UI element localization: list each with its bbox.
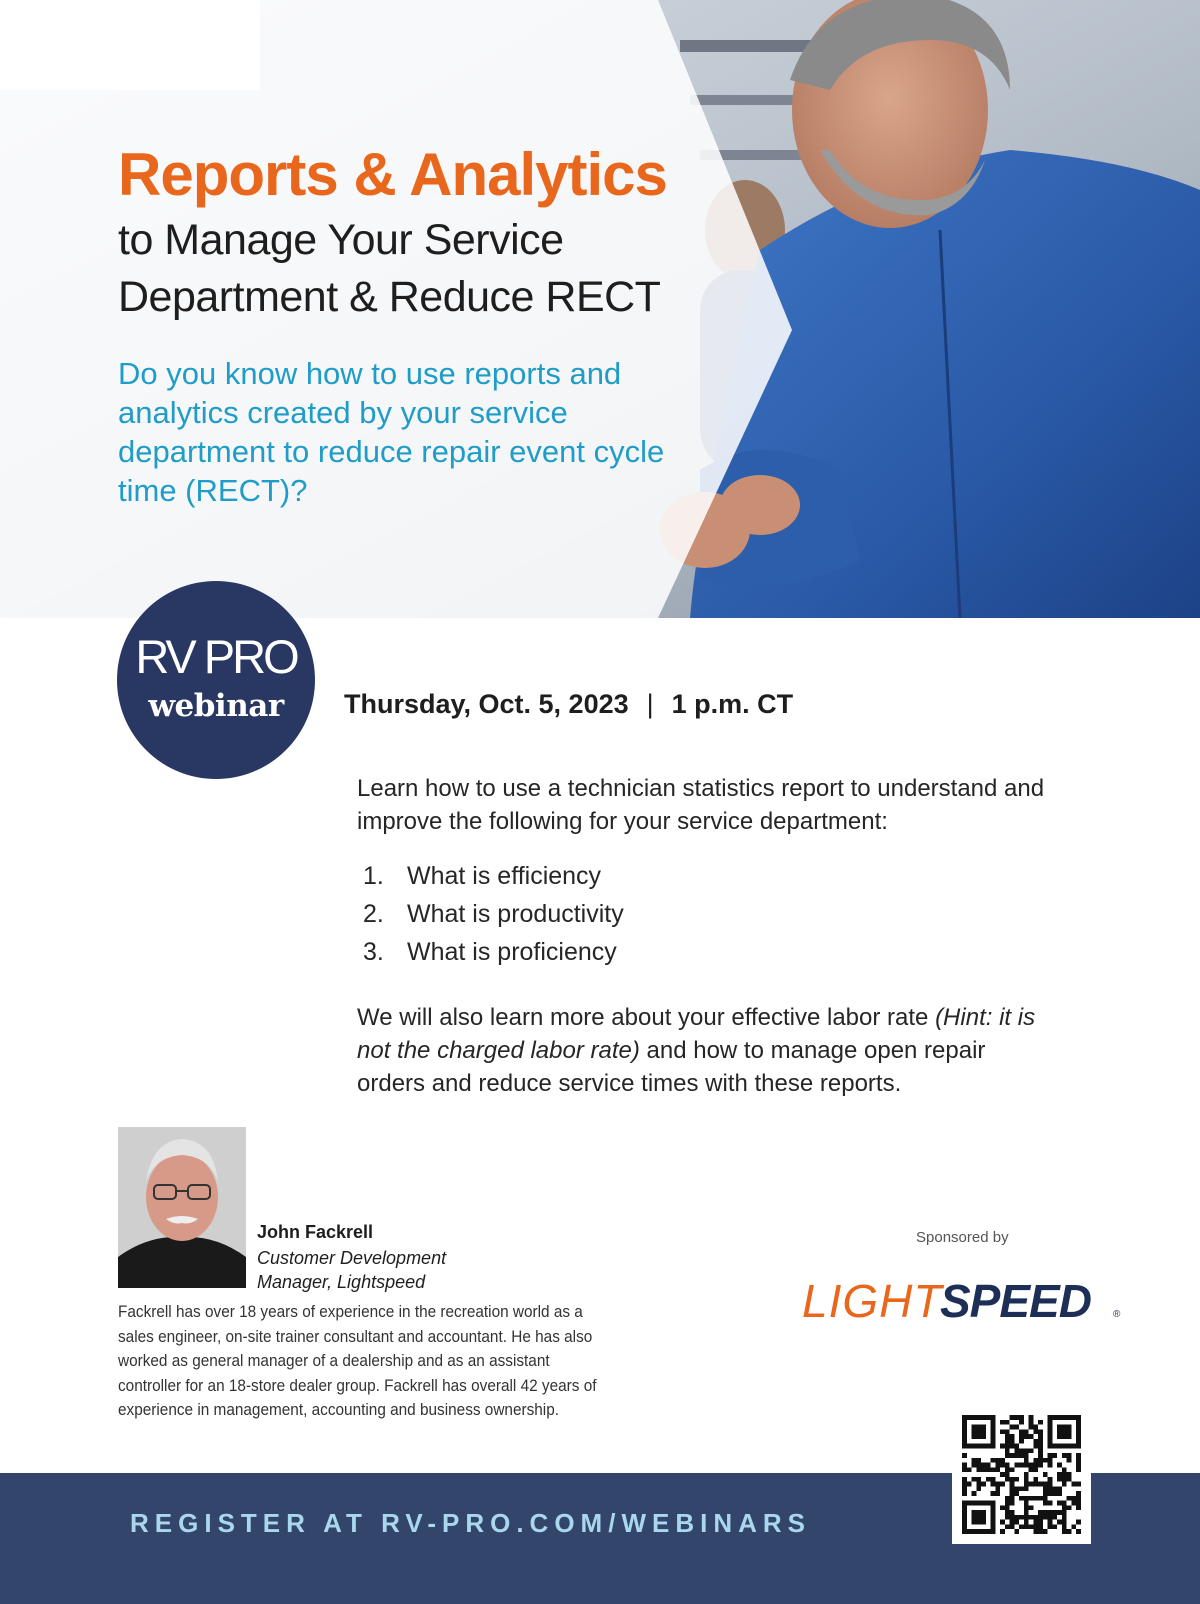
list-item [363, 895, 624, 933]
list-item [363, 933, 624, 971]
list-text: What is proficiency [407, 938, 617, 966]
badge-line2: webinar [148, 688, 284, 724]
qr-code[interactable] [952, 1405, 1091, 1544]
logo-light-text: LIGHT [802, 1275, 943, 1327]
lightspeed-logo [800, 1272, 1125, 1328]
list-item [363, 857, 624, 895]
logo-speed-text: SPEED [940, 1275, 1091, 1327]
event-datetime [344, 689, 793, 720]
list-text: What is efficiency [407, 862, 602, 890]
closing-start: We will also learn more about your effective labor rate [357, 1004, 936, 1031]
list-number: 1. [363, 862, 384, 890]
event-date: Thursday, Oct. 5, 2023 [344, 689, 629, 719]
speaker-name: John Fackrell [257, 1222, 374, 1242]
logo-registered-mark: ® [1113, 1309, 1121, 1320]
list-number: 3. [363, 938, 384, 966]
page-subtitle: to Manage Your Service Department & Reduce RECT [118, 216, 661, 321]
page-title: Reports & Analytics [118, 141, 667, 208]
event-time: 1 p.m. CT [671, 689, 794, 719]
closing-hint: (Hint: it is not the charged labor rate) [357, 1004, 1036, 1064]
closing-paragraph [357, 1001, 1057, 1100]
closing-end: and how to manage open repair orders and reduce service times with these reports. [357, 1037, 986, 1097]
event-separator: | [646, 689, 654, 719]
intro-paragraph: Learn how to use a technician statistics report to understand and improve the following for your service department: [357, 775, 1045, 835]
lead-question: Do you know how to use reports and analytics created by your service department to reduce repair event cycle time (RECT)? [118, 356, 665, 508]
qr-code-icon [962, 1415, 1081, 1534]
learning-list [363, 857, 624, 971]
list-number: 2. [363, 900, 384, 928]
rvpro-webinar-logo [117, 581, 315, 779]
hero-banner [0, 0, 1200, 618]
badge-line1: RV PRO [135, 630, 297, 683]
speaker-photo [118, 1127, 246, 1288]
speaker-title: Customer Development Manager, Lightspeed [257, 1248, 447, 1292]
speaker-portrait [118, 1127, 246, 1288]
register-link[interactable]: REGISTER AT RV-PRO.COM/WEBINARS [130, 1508, 811, 1538]
speaker-bio: Fackrell has over 18 years of experience in the recreation world as a sales engineer, on-site trainer consultant and accountant. He has also worked as general manager of a dealership and as an assistant controller for an 18-store dealer group. Fackrell has overall 42 years of experience in management, accounting and business ownership. [118, 1303, 597, 1419]
sponsor-label: Sponsored by [916, 1229, 1009, 1246]
list-text: What is productivity [407, 900, 624, 928]
